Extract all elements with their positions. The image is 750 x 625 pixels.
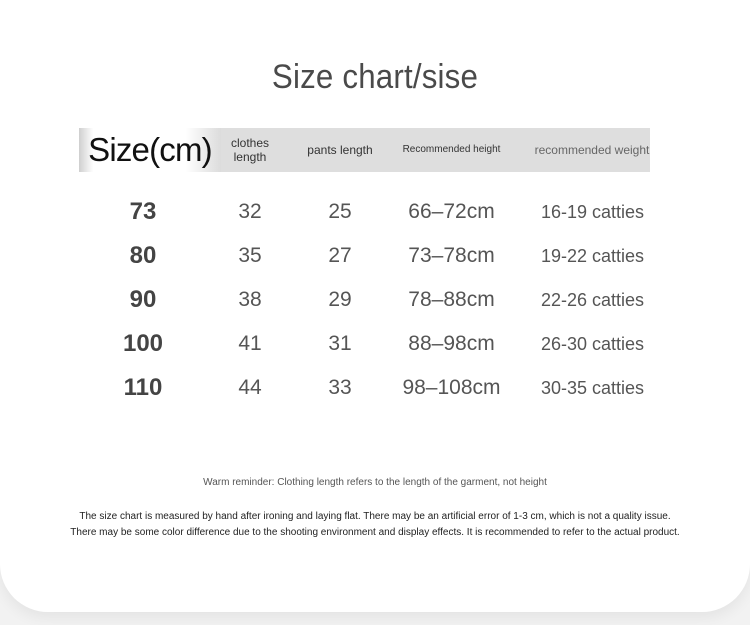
recommended-weight-cell: 30-35 catties xyxy=(541,377,645,398)
pants-length-cell: 31 xyxy=(328,332,352,355)
header-clothes-length: clothes length xyxy=(230,135,270,164)
size-cell: 100 xyxy=(122,330,164,357)
size-table-body xyxy=(79,190,650,410)
recommended-weight-cell: 19-22 catties xyxy=(541,245,645,266)
table-row xyxy=(79,366,650,410)
recommended-height-cell: 78–88cm xyxy=(408,288,495,311)
pants-length-cell: 27 xyxy=(328,244,352,267)
clothes-length-cell: 44 xyxy=(238,376,262,399)
recommended-weight-cell: 22-26 catties xyxy=(541,289,645,310)
size-cell: 90 xyxy=(129,286,157,313)
recommended-weight-cell: 16-19 catties xyxy=(541,201,645,222)
recommended-height-cell: 88–98cm xyxy=(408,332,495,355)
table-row xyxy=(79,322,650,366)
table-row xyxy=(79,234,650,278)
table-row xyxy=(79,190,650,234)
size-cell: 73 xyxy=(129,198,157,225)
header-pants-length: pants length xyxy=(307,142,373,157)
pants-length-cell: 29 xyxy=(328,288,352,311)
table-row xyxy=(79,278,650,322)
recommended-height-cell: 73–78cm xyxy=(408,244,495,267)
header-recommended-weight: recommended weight xyxy=(534,142,650,157)
clothes-length-cell: 32 xyxy=(238,200,262,223)
page-title: Size chart/sise xyxy=(271,58,479,96)
recommended-height-cell: 66–72cm xyxy=(408,200,495,223)
size-cell: 110 xyxy=(123,374,163,401)
clothes-length-cell: 38 xyxy=(238,288,262,311)
header-recommended-height: Recommended height xyxy=(402,144,501,155)
clothes-length-cell: 41 xyxy=(238,332,262,355)
warm-reminder: Warm reminder: Clothing length refers to the length of the garment, not height xyxy=(203,477,547,488)
header-size: Size(cm) xyxy=(79,128,221,172)
measurement-note: The size chart is measured by hand after ironing and laying flat. There may be an artificial error of 1-3 cm, which is not a quality issue. xyxy=(79,511,671,522)
recommended-height-cell: 98–108cm xyxy=(402,376,501,399)
color-difference-note: There may be some color difference due to the shooting environment and display effects. It is recommended to refer to the actual product. xyxy=(70,527,680,538)
size-cell: 80 xyxy=(129,242,157,269)
pants-length-cell: 25 xyxy=(328,200,352,223)
recommended-weight-cell: 26-30 catties xyxy=(541,333,645,354)
clothes-length-cell: 35 xyxy=(238,244,262,267)
table-header xyxy=(79,128,650,172)
pants-length-cell: 33 xyxy=(328,376,352,399)
